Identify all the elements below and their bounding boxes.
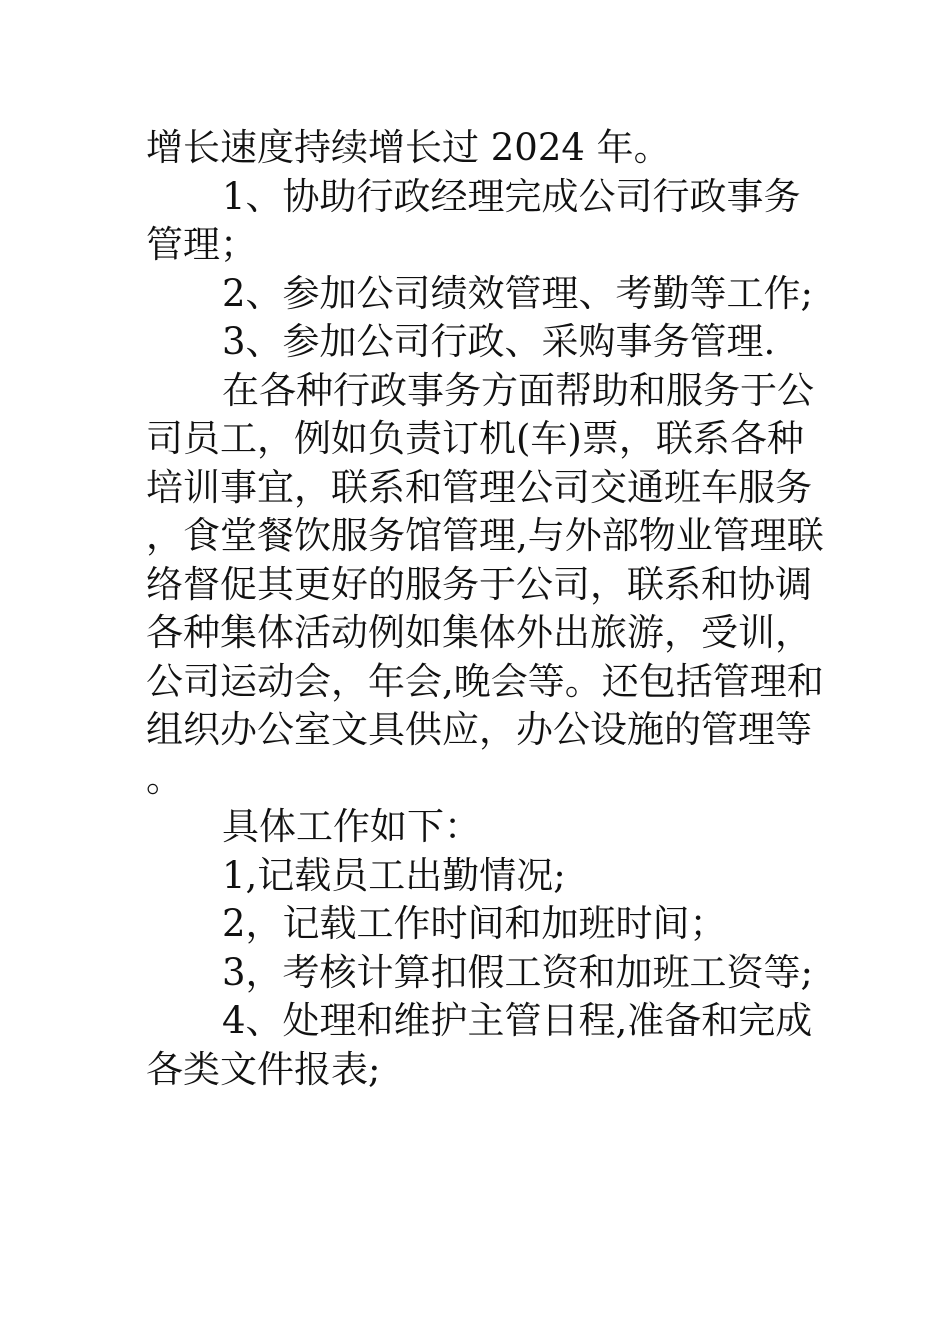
paragraph-duty-3: 3、参加公司行政、采购事务管理.	[222, 320, 776, 363]
paragraph-work-details-heading: 具体工作如下：	[222, 805, 481, 848]
paragraph-work-item-2: 2，记载工作时间和加班时间；	[222, 902, 727, 945]
paragraph-work-item-4: 4、处理和维护主管日程,准备和完成各类文件报表;	[146, 999, 813, 1091]
paragraph-duty-2: 2、参加公司绩效管理、考勤等工作;	[222, 271, 814, 315]
paragraph-duty-1: 1、协助行政经理完成公司行政事务管理；	[146, 174, 801, 266]
paragraph-service-description: 在各种行政事务方面帮助和服务于公司员工，例如负责订机(车)票，联系各种培训事宜，联系和管理公司交通班车服务，食堂餐饮服务馆管理,与外部物业管理联络督促其更好的服务于公司，联系和协调各种集体活动例如集体外出旅游，受训，公司运动会，年会,晚会等。还包括管理和组织办公室文具供应，办公设施的管理等。	[146, 368, 824, 800]
document-body	[146, 124, 826, 1094]
paragraph-work-item-3: 3，考核计算扣假工资和加班工资等;	[222, 950, 814, 994]
paragraph-work-item-1: 1,记载员工出勤情况;	[222, 853, 566, 897]
paragraph-growth-sentence: 增长速度持续增长过 2024 年。	[146, 126, 671, 169]
